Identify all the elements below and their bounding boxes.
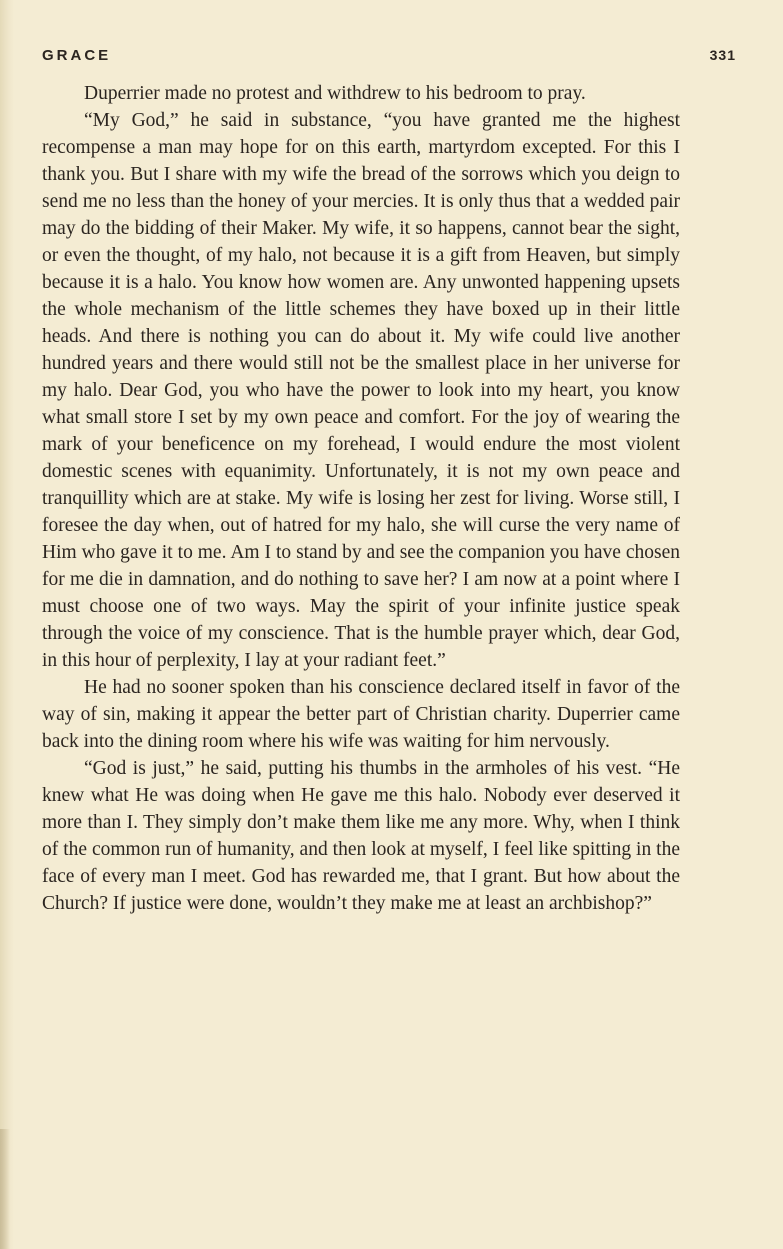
body-text (42, 80, 680, 917)
paragraph: Duperrier made no protest and withdrew to his bedroom to pray. (84, 83, 586, 104)
paragraph: He had no sooner spoken than his conscience declared itself in favor of the way of sin, making it appear the better part of Christian charity. Duperrier came back into the dining room where his wife was waiting for him nervously. (42, 677, 680, 752)
page-edge-shadow (0, 0, 14, 1249)
running-head (42, 47, 736, 67)
page-binding-shadow (0, 1129, 10, 1249)
paragraph: “God is just,” he said, putting his thumbs in the armholes of his vest. “He knew what He was doing when He gave me this halo. Nobody ever deserved it more than I. They simply don’t make them like me any more. Why, when I think of the common run of humanity, and then look at myself, I feel like spitting in the face of every man I meet. God has rewarded me, that I grant. But how about the Church? If justice were done, wouldn’t they make me at least an archbishop?” (42, 758, 680, 914)
paragraph: “My God,” he said in substance, “you have granted me the highest recompense a man may hope for on this earth, martyrdom excepted. For this I thank you. But I share with my wife the bread of the sorrows which you deign to send me no less than the honey of your mercies. It is only thus that a wedded pair may do the bidding of their Maker. My wife, it so happens, cannot bear the sight, or even the thought, of my halo, not because it is a gift from Heaven, but simply because it is a halo. You know how women are. Any unwonted happening upsets the whole mechanism of the little schemes they have boxed up in their little heads. And there is nothing you can do about it. My wife could live another hundred years and there would still not be the smallest place in her universe for my halo. Dear God, you who have the power to look into my heart, you know what small store I set by my own peace and comfort. For the joy of wearing the mark of your beneficence on my forehead, I would endure the most violent domestic scenes with equanimity. Unfortunately, it is not my own peace and tranquillity which are at stake. My wife is losing her zest for living. Worse still, I foresee the day when, out of hatred for my halo, she will curse the very name of Him who gave it to me. Am I to stand by and see the companion you have chosen for me die in damnation, and do nothing to save her? I am now at a point where I must choose one of two ways. May the spirit of your infinite justice speak through the voice of my conscience. That is the humble prayer which, dear God, in this hour of perplexity, I lay at your radiant feet.” (42, 110, 680, 671)
page-number: 331 (709, 47, 736, 63)
chapter-title: GRACE (42, 47, 112, 64)
